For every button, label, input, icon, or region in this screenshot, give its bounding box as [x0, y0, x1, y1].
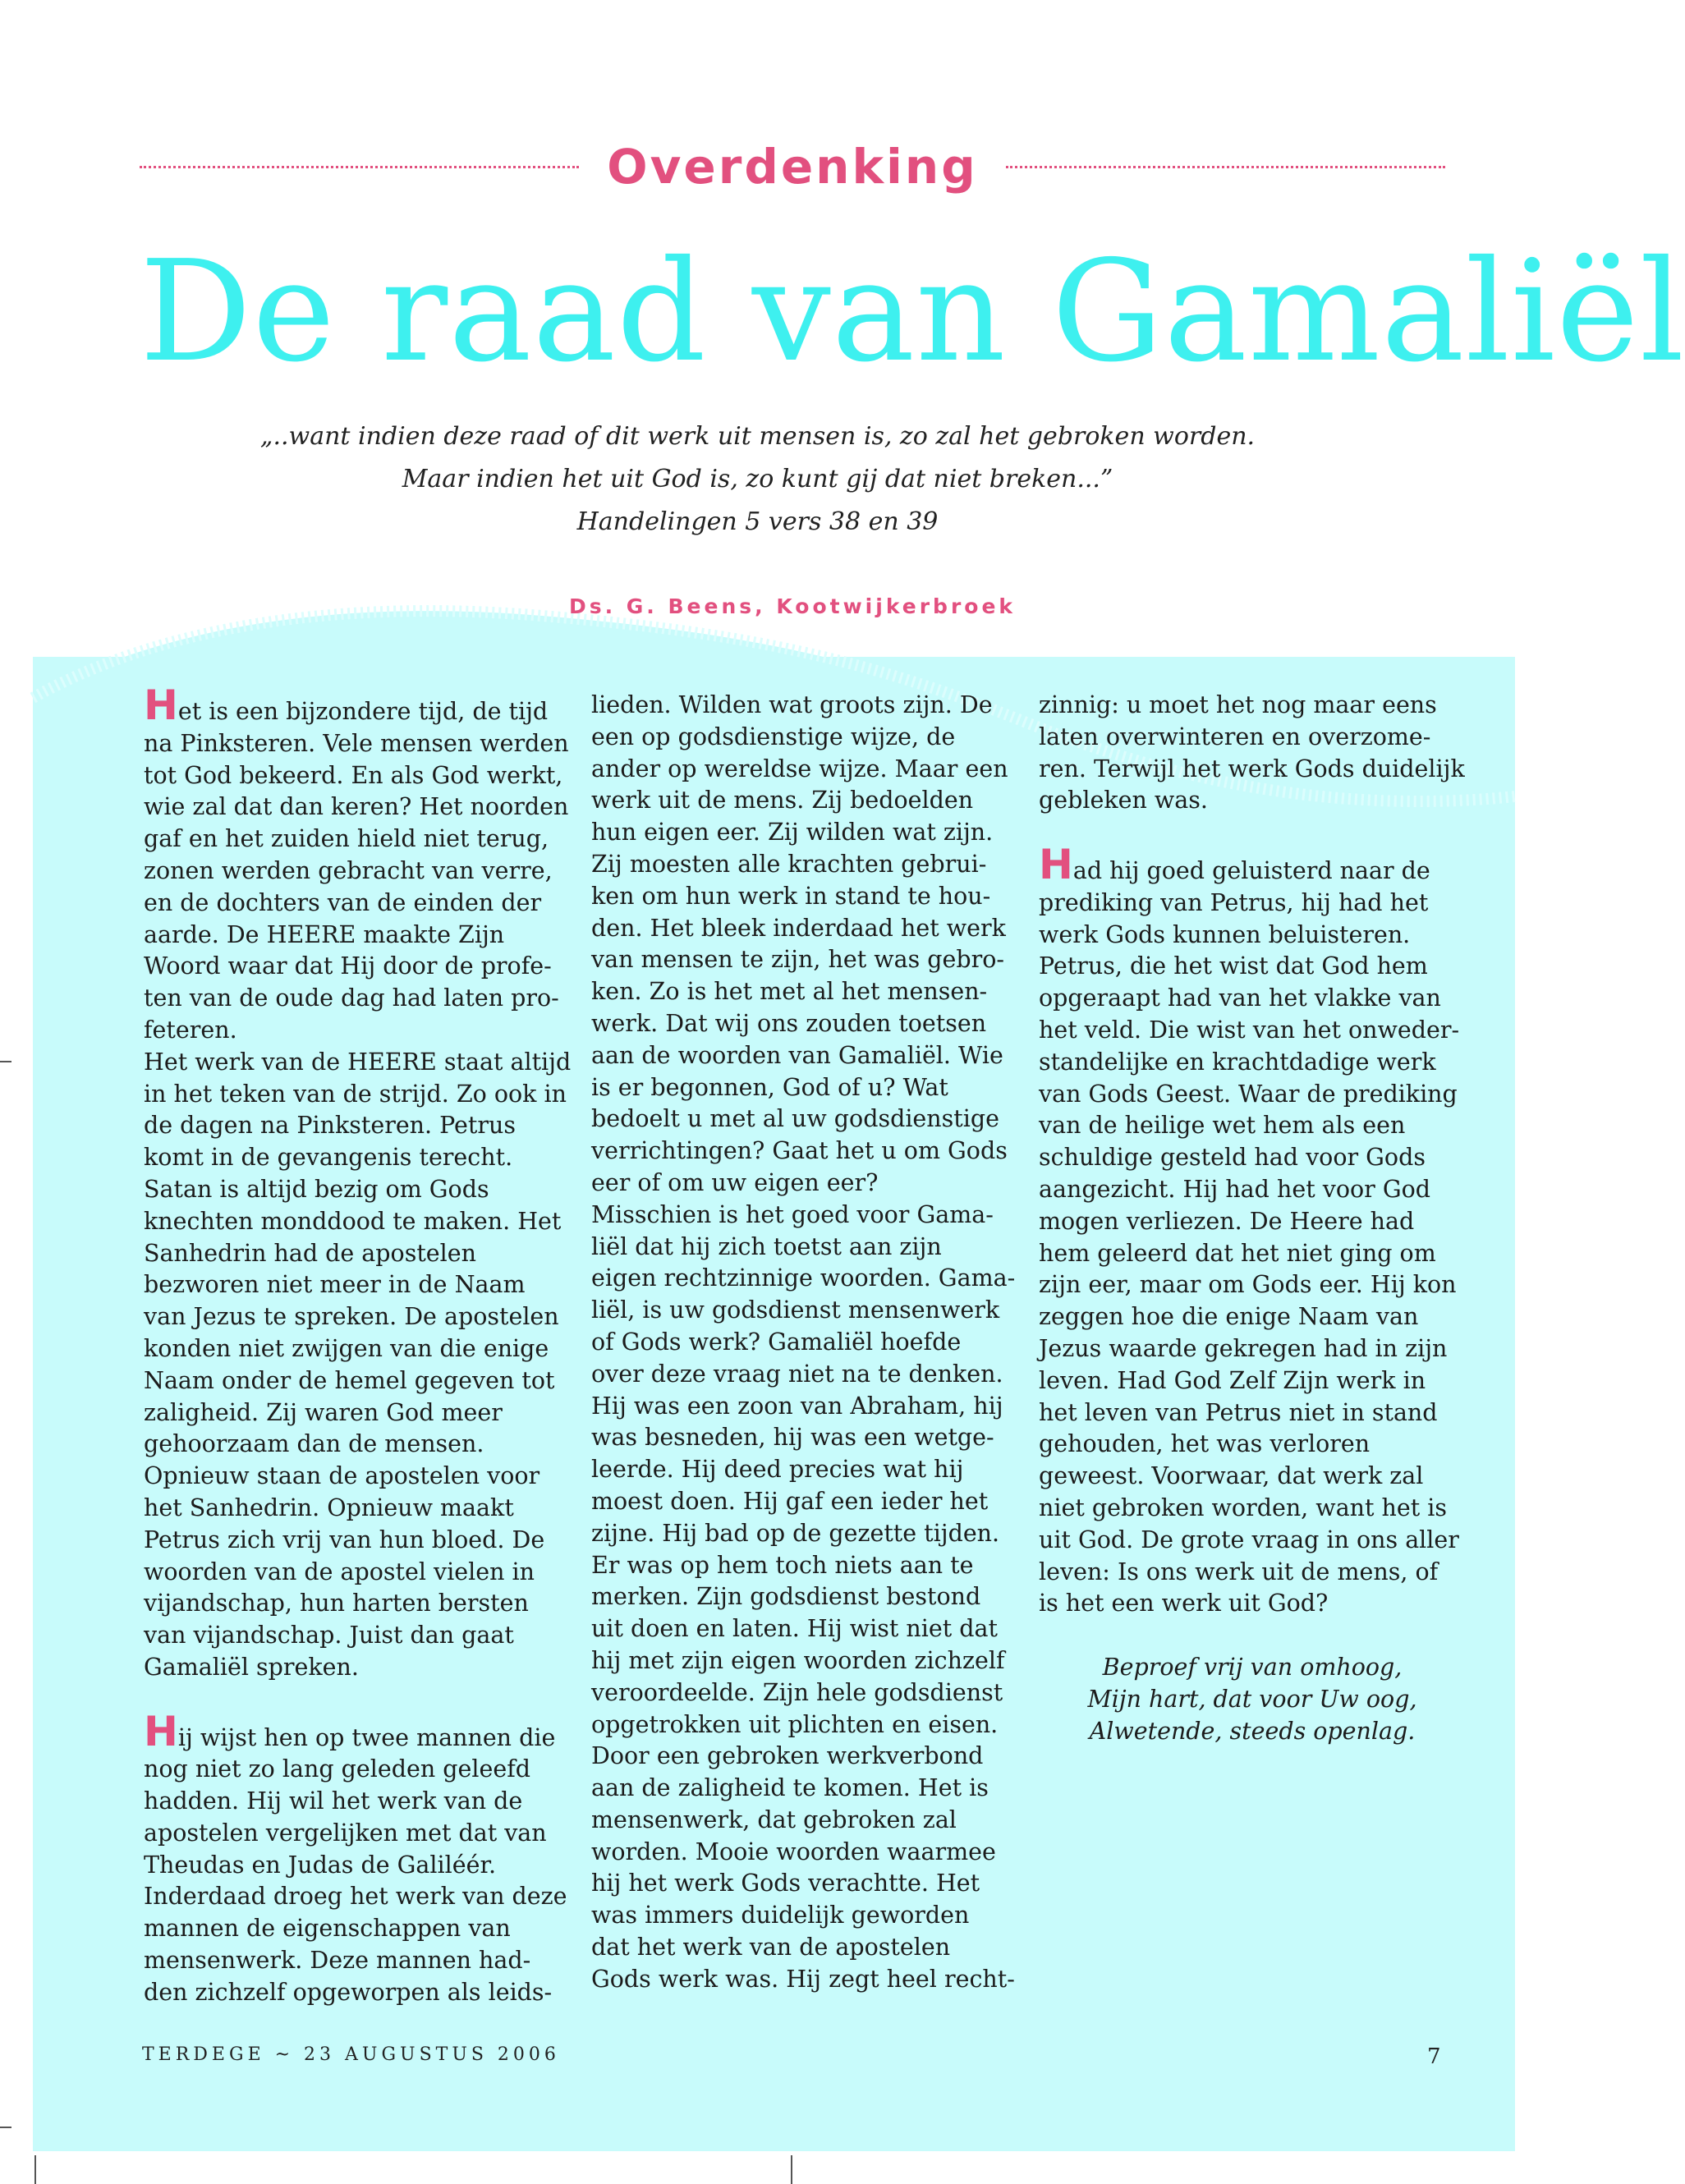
line-text: prediking van Petrus, hij had het [1039, 888, 1429, 916]
paragraph-gap [1039, 817, 1466, 849]
line-text: van mensen te zijn, het was gebro- [591, 946, 1005, 974]
text-line [591, 1709, 1018, 1741]
text-line [591, 1964, 1018, 1996]
text-line [591, 1422, 1018, 1454]
text-line [1039, 1557, 1466, 1589]
text-line [1039, 920, 1466, 952]
line-text: ken. Zo is het met al het mensen- [591, 978, 988, 1006]
crop-mark [0, 1061, 11, 1062]
text-line [591, 881, 1018, 913]
line-text: een op godsdienstige wijze, de [591, 723, 956, 750]
line-text: mensenwerk, dat gebroken zal [591, 1805, 957, 1833]
drop-cap: H [1039, 840, 1073, 888]
line-text: het leven van Petrus niet in stand [1039, 1398, 1438, 1426]
text-line [591, 976, 1018, 1008]
line-text: leven. Had God Zelf Zijn werk in [1039, 1366, 1426, 1394]
text-line [144, 1015, 571, 1047]
line-text: ten van de oude dag had laten pro- [144, 984, 559, 1012]
line-text: et is een bijzondere tijd, de tijd [177, 698, 549, 725]
text-line [1039, 690, 1466, 722]
line-text: vijandschap, hun harten bersten [144, 1590, 529, 1617]
line-text: Er was op hem toch niets aan te [591, 1551, 974, 1579]
line-text: Petrus, die het wist dat God hem [1039, 952, 1428, 980]
line-text: opgetrokken uit plichten en eisen. [591, 1710, 999, 1738]
line-text: dat het werk van de apostelen [591, 1934, 951, 1961]
text-line [1039, 951, 1466, 983]
line-text: niet gebroken worden, want het is [1039, 1493, 1448, 1521]
line-text: Inderdaad droeg het werk van deze [144, 1883, 567, 1911]
author-byline: Ds. G. Beens, Kootwijkerbroek [568, 594, 1017, 618]
text-line [144, 1945, 571, 1977]
line-text: zijn eer, maar om Gods eer. Hij kon [1039, 1271, 1457, 1299]
section-label: Overdenking [607, 139, 978, 195]
text-line [144, 920, 571, 952]
line-text: Gods werk was. Hij zegt heel recht- [591, 1965, 1015, 1993]
text-line [591, 1327, 1018, 1359]
text-line [144, 1850, 571, 1882]
line-text: na Pinksteren. Vele mensen werden [144, 729, 569, 757]
line-text: in het teken van de strijd. Zo ook in [144, 1080, 567, 1108]
text-line [591, 1263, 1018, 1295]
drop-cap: H [144, 1707, 178, 1755]
line-text: leerde. Hij deed precies wat hij [591, 1456, 964, 1484]
line-text: den zichzelf opgeworpen als leids- [144, 1978, 553, 2006]
text-line [591, 1868, 1018, 1900]
line-text: uit God. De grote vraag in ons aller [1039, 1526, 1459, 1553]
line-text: Theudas en Judas de Galiléér. [144, 1851, 497, 1879]
line-text: van Gods Geest. Waar de prediking [1039, 1080, 1458, 1108]
text-line [591, 1103, 1018, 1136]
text-column-3 [1039, 690, 1466, 1747]
line-text: was besneden, hij was een wetge- [591, 1424, 994, 1452]
line-text: komt in de gevangenis terecht. [144, 1144, 513, 1172]
text-line [144, 1652, 571, 1684]
text-line [591, 1773, 1018, 1805]
text-line [1039, 1015, 1466, 1047]
page-number: 7 [1427, 2044, 1441, 2069]
line-text: is het een werk uit God? [1039, 1590, 1329, 1617]
text-line [1039, 1269, 1466, 1301]
line-text: aarde. De HEERE maakte Zijn [144, 920, 505, 948]
line-text: merken. Zijn godsdienst bestond [591, 1583, 981, 1611]
line-text: ad hij goed geluisterd naar de [1072, 856, 1430, 884]
epigraph-quote [246, 415, 1269, 544]
text-line [144, 1493, 571, 1525]
text-line [591, 1200, 1018, 1232]
line-text: Misschien is het goed voor Gama- [591, 1200, 994, 1228]
text-line [144, 1429, 571, 1461]
text-line [1039, 1525, 1466, 1557]
line-text: verrichtingen? Gaat het u om Gods [591, 1137, 1008, 1165]
text-line [144, 951, 571, 983]
quote-line: „..want indien deze raad of dit werk uit mensen is, zo zal het gebroken worden. [259, 422, 1256, 451]
line-text: aan de woorden van Gamaliël. Wie [591, 1041, 1003, 1069]
line-text: uit doen en laten. Hij wist niet dat [591, 1615, 998, 1643]
line-text: van vijandschap. Juist dan gaat [144, 1622, 514, 1649]
text-line [144, 1588, 571, 1620]
text-line [144, 1754, 571, 1786]
text-line [591, 1645, 1018, 1677]
text-line [144, 1047, 571, 1079]
text-line [144, 1365, 571, 1397]
line-text: wie zal dat dan keren? Het noorden [144, 793, 569, 821]
line-text: aan de zaligheid te komen. Het is [591, 1774, 989, 1802]
line-text: mensenwerk. Deze mannen had- [144, 1947, 531, 1975]
line-text: liël, is uw godsdienst mensenwerk [591, 1296, 1000, 1324]
text-line [1039, 1238, 1466, 1270]
text-line [1039, 840, 1466, 888]
text-line [144, 728, 571, 760]
line-text: was immers duidelijk geworden [591, 1902, 970, 1929]
text-line [1039, 888, 1466, 920]
line-text: ij wijst hen op twee mannen die [177, 1723, 556, 1751]
line-text: bedoelt u met al uw godsdienstige [591, 1105, 999, 1133]
text-line [1039, 722, 1466, 754]
line-text: van Jezus te spreken. De apostelen [144, 1303, 559, 1331]
paragraph-gap [1039, 1620, 1466, 1652]
text-line [591, 1900, 1018, 1932]
text-line [1039, 1206, 1466, 1238]
text-line [144, 1913, 571, 1945]
text-line [144, 1707, 571, 1755]
text-line [591, 1550, 1018, 1582]
text-line [1039, 1301, 1466, 1333]
text-line [144, 1110, 571, 1142]
text-line [591, 722, 1018, 754]
crop-mark [34, 2155, 36, 2184]
line-text: ken om hun werk in stand te hou- [591, 882, 991, 910]
text-line [591, 1581, 1018, 1613]
line-text: Opnieuw staan de apostelen voor [144, 1462, 540, 1490]
publication-footer: TERDEGE ~ 23 AUGUSTUS 2006 [142, 2044, 560, 2065]
text-line [1039, 1047, 1466, 1079]
text-line [591, 1295, 1018, 1327]
line-text: feteren. [144, 1016, 237, 1044]
line-text: schuldige gesteld had voor Gods [1039, 1144, 1426, 1172]
article-title: De raad van Gamaliël [140, 231, 1685, 393]
line-text: Sanhedrin had de apostelen [144, 1239, 476, 1267]
text-line [144, 1142, 571, 1174]
text-line [1039, 1142, 1466, 1174]
line-text: tot God bekeerd. En als God werkt, [144, 761, 563, 789]
text-line [144, 1461, 571, 1493]
text-line [144, 1269, 571, 1301]
text-line [144, 1818, 571, 1850]
line-text: lieden. Wilden wat groots zijn. De [591, 691, 993, 718]
line-text: Hij was een zoon van Abraham, hij [591, 1392, 1003, 1420]
text-column-1 [144, 681, 572, 2009]
line-text: zinnig: u moet het nog maar eens [1039, 691, 1437, 718]
line-text: werk Gods kunnen beluisteren. [1039, 920, 1411, 948]
closing-poem [1039, 1652, 1466, 1747]
text-line [1039, 1493, 1466, 1525]
text-line [144, 1620, 571, 1652]
text-line [144, 1557, 571, 1589]
text-line [591, 690, 1018, 722]
text-line [1039, 1588, 1466, 1620]
line-text: worden. Mooie woorden waarmee [591, 1838, 996, 1865]
line-text: Jezus waarde gekregen had in zijn [1039, 1334, 1448, 1362]
text-column-2 [591, 690, 1018, 1996]
line-text: geweest. Voorwaar, dat werk zal [1039, 1462, 1424, 1490]
line-text: veroordeelde. Zijn hele godsdienst [591, 1678, 1003, 1706]
text-line [591, 1454, 1018, 1486]
text-line [144, 1525, 571, 1557]
text-line [144, 983, 571, 1015]
line-text: Gamaliël spreken. [144, 1653, 359, 1681]
text-line [144, 1301, 571, 1333]
text-line [591, 1232, 1018, 1264]
dotted-rule-left [140, 166, 579, 168]
line-text: gehouden, het was verloren [1039, 1430, 1370, 1458]
line-text: zaligheid. Zij waren God meer [144, 1398, 503, 1426]
line-text: apostelen vergelijken met dat van [144, 1819, 547, 1847]
line-text: werk uit de mens. Zij bedoelden [591, 787, 974, 814]
text-line [591, 1008, 1018, 1040]
line-text: nog niet zo lang geleden geleefd [144, 1755, 531, 1783]
text-line [1039, 1461, 1466, 1493]
text-line [591, 1677, 1018, 1709]
line-text: woorden van de apostel vielen in [144, 1558, 535, 1585]
text-line [144, 1977, 571, 2009]
line-text: laten overwinteren en overzome- [1039, 723, 1431, 750]
text-line [144, 1881, 571, 1913]
quote-reference: Handelingen 5 vers 38 en 39 [576, 507, 939, 536]
poem-line: Mijn hart, dat voor Uw oog, [1087, 1685, 1417, 1713]
line-text: zonen werden gebracht van verre, [144, 856, 553, 884]
line-text: aangezicht. Hij had het voor God [1039, 1175, 1430, 1203]
text-line [591, 944, 1018, 976]
line-text: gaf en het zuiden hield niet terug, [144, 825, 549, 853]
line-text: en de dochters van de einden der [144, 888, 542, 916]
text-line [591, 785, 1018, 817]
line-text: ander op wereldse wijze. Maar een [591, 755, 1008, 782]
crop-mark [0, 2127, 11, 2128]
poem-line: Alwetende, steeds openlag. [1089, 1717, 1416, 1745]
text-line [144, 681, 571, 729]
line-text: leven: Is ons werk uit de mens, of [1039, 1558, 1439, 1585]
text-line [1039, 1333, 1466, 1365]
crop-mark [791, 2155, 792, 2184]
line-text: hij met zijn eigen woorden zichzelf [591, 1646, 1005, 1674]
text-line [1039, 1397, 1466, 1429]
text-line [1039, 1174, 1466, 1206]
drop-cap: H [144, 681, 178, 729]
text-line [144, 791, 571, 824]
line-text: Door een gebroken werkverbond [591, 1742, 984, 1770]
text-line [591, 1359, 1018, 1391]
line-text: ren. Terwijl het werk Gods duidelijk [1039, 755, 1465, 782]
text-line [1039, 785, 1466, 817]
text-line [144, 856, 571, 888]
text-line [591, 1136, 1018, 1168]
text-line [144, 824, 571, 856]
line-text: het Sanhedrin. Opnieuw maakt [144, 1493, 514, 1521]
dotted-rule-right [1006, 166, 1445, 168]
line-text: hadden. Hij wil het werk van de [144, 1787, 523, 1815]
text-line [1039, 1110, 1466, 1142]
section-header [140, 138, 1445, 195]
line-text: Naam onder de hemel gegeven tot [144, 1366, 555, 1394]
line-text: zijne. Hij bad op de gezette tijden. [591, 1519, 1000, 1547]
text-line [144, 1206, 571, 1238]
line-text: konden niet zwijgen van die enige [144, 1334, 549, 1362]
line-text: hij het werk Gods verachtte. Het [591, 1870, 980, 1897]
line-text: of Gods werk? Gamaliël hoefde [591, 1328, 962, 1356]
text-line [1039, 754, 1466, 786]
paragraph-gap [144, 1684, 571, 1716]
line-text: Petrus zich vrij van hun bloed. De [144, 1526, 545, 1553]
text-line [144, 1238, 571, 1270]
text-line [1039, 1079, 1466, 1111]
line-text: de dagen na Pinksteren. Petrus [144, 1112, 516, 1140]
line-text: opgeraapt had van het vlakke van [1039, 984, 1441, 1012]
text-line [144, 1174, 571, 1206]
line-text: mogen verliezen. De Heere had [1039, 1207, 1415, 1235]
line-text: knechten monddood te maken. Het [144, 1207, 562, 1235]
line-text: het veld. Die wist van het onweder- [1039, 1016, 1460, 1044]
line-text: moest doen. Hij gaf een ieder het [591, 1487, 989, 1515]
line-text: Het werk van de HEERE staat altijd [144, 1048, 572, 1076]
line-text: Satan is altijd bezig om Gods [144, 1175, 489, 1203]
line-text: mannen de eigenschappen van [144, 1915, 511, 1943]
line-text: bezworen niet meer in de Naam [144, 1271, 526, 1299]
line-text: Zij moesten alle krachten gebrui- [591, 850, 987, 878]
text-line [591, 1168, 1018, 1200]
text-line [591, 1072, 1018, 1104]
text-line [591, 1391, 1018, 1423]
line-text: gebleken was. [1039, 787, 1208, 814]
line-text: den. Het bleek inderdaad het werk [591, 914, 1006, 942]
text-line [144, 1397, 571, 1429]
line-text: over deze vraag niet na te denken. [591, 1360, 1003, 1388]
line-text: Woord waar dat Hij door de profe- [144, 952, 552, 980]
text-line [591, 817, 1018, 849]
line-text: zeggen hoe die enige Naam van [1039, 1303, 1419, 1331]
text-line [591, 913, 1018, 945]
text-line [591, 1040, 1018, 1072]
line-text: eer of om uw eigen eer? [591, 1168, 879, 1196]
line-text: gehoorzaam dan de mensen. [144, 1430, 484, 1458]
line-text: liël dat hij zich toetst aan zijn [591, 1232, 942, 1260]
text-line [144, 1333, 571, 1365]
text-line [1039, 1429, 1466, 1461]
text-line [144, 1786, 571, 1818]
text-line [144, 1079, 571, 1111]
line-text: hun eigen eer. Zij wilden wat zijn. [591, 819, 994, 847]
line-text: hem geleerd dat het niet ging om [1039, 1239, 1436, 1267]
line-text: standelijke en krachtdadige werk [1039, 1048, 1436, 1076]
text-line [1039, 983, 1466, 1015]
text-line [144, 888, 571, 920]
text-line [591, 754, 1018, 786]
quote-line: Maar indien het uit God is, zo kunt gij dat niet breken...” [402, 465, 1113, 493]
text-line [591, 1932, 1018, 1964]
line-text: is er begonnen, God of u? Wat [591, 1073, 948, 1101]
line-text: werk. Dat wij ons zouden toetsen [591, 1009, 987, 1037]
text-line [591, 849, 1018, 881]
text-line [591, 1613, 1018, 1645]
line-text: eigen rechtzinnige woorden. Gama- [591, 1264, 1016, 1292]
line-text: van de heilige wet hem als een [1039, 1112, 1406, 1140]
text-line [591, 1486, 1018, 1518]
poem-line: Beproef vrij van omhoog, [1102, 1653, 1403, 1681]
text-line [144, 760, 571, 792]
text-line [1039, 1365, 1466, 1397]
text-line [591, 1518, 1018, 1550]
text-line [591, 1837, 1018, 1869]
text-line [591, 1805, 1018, 1837]
text-line [591, 1741, 1018, 1773]
